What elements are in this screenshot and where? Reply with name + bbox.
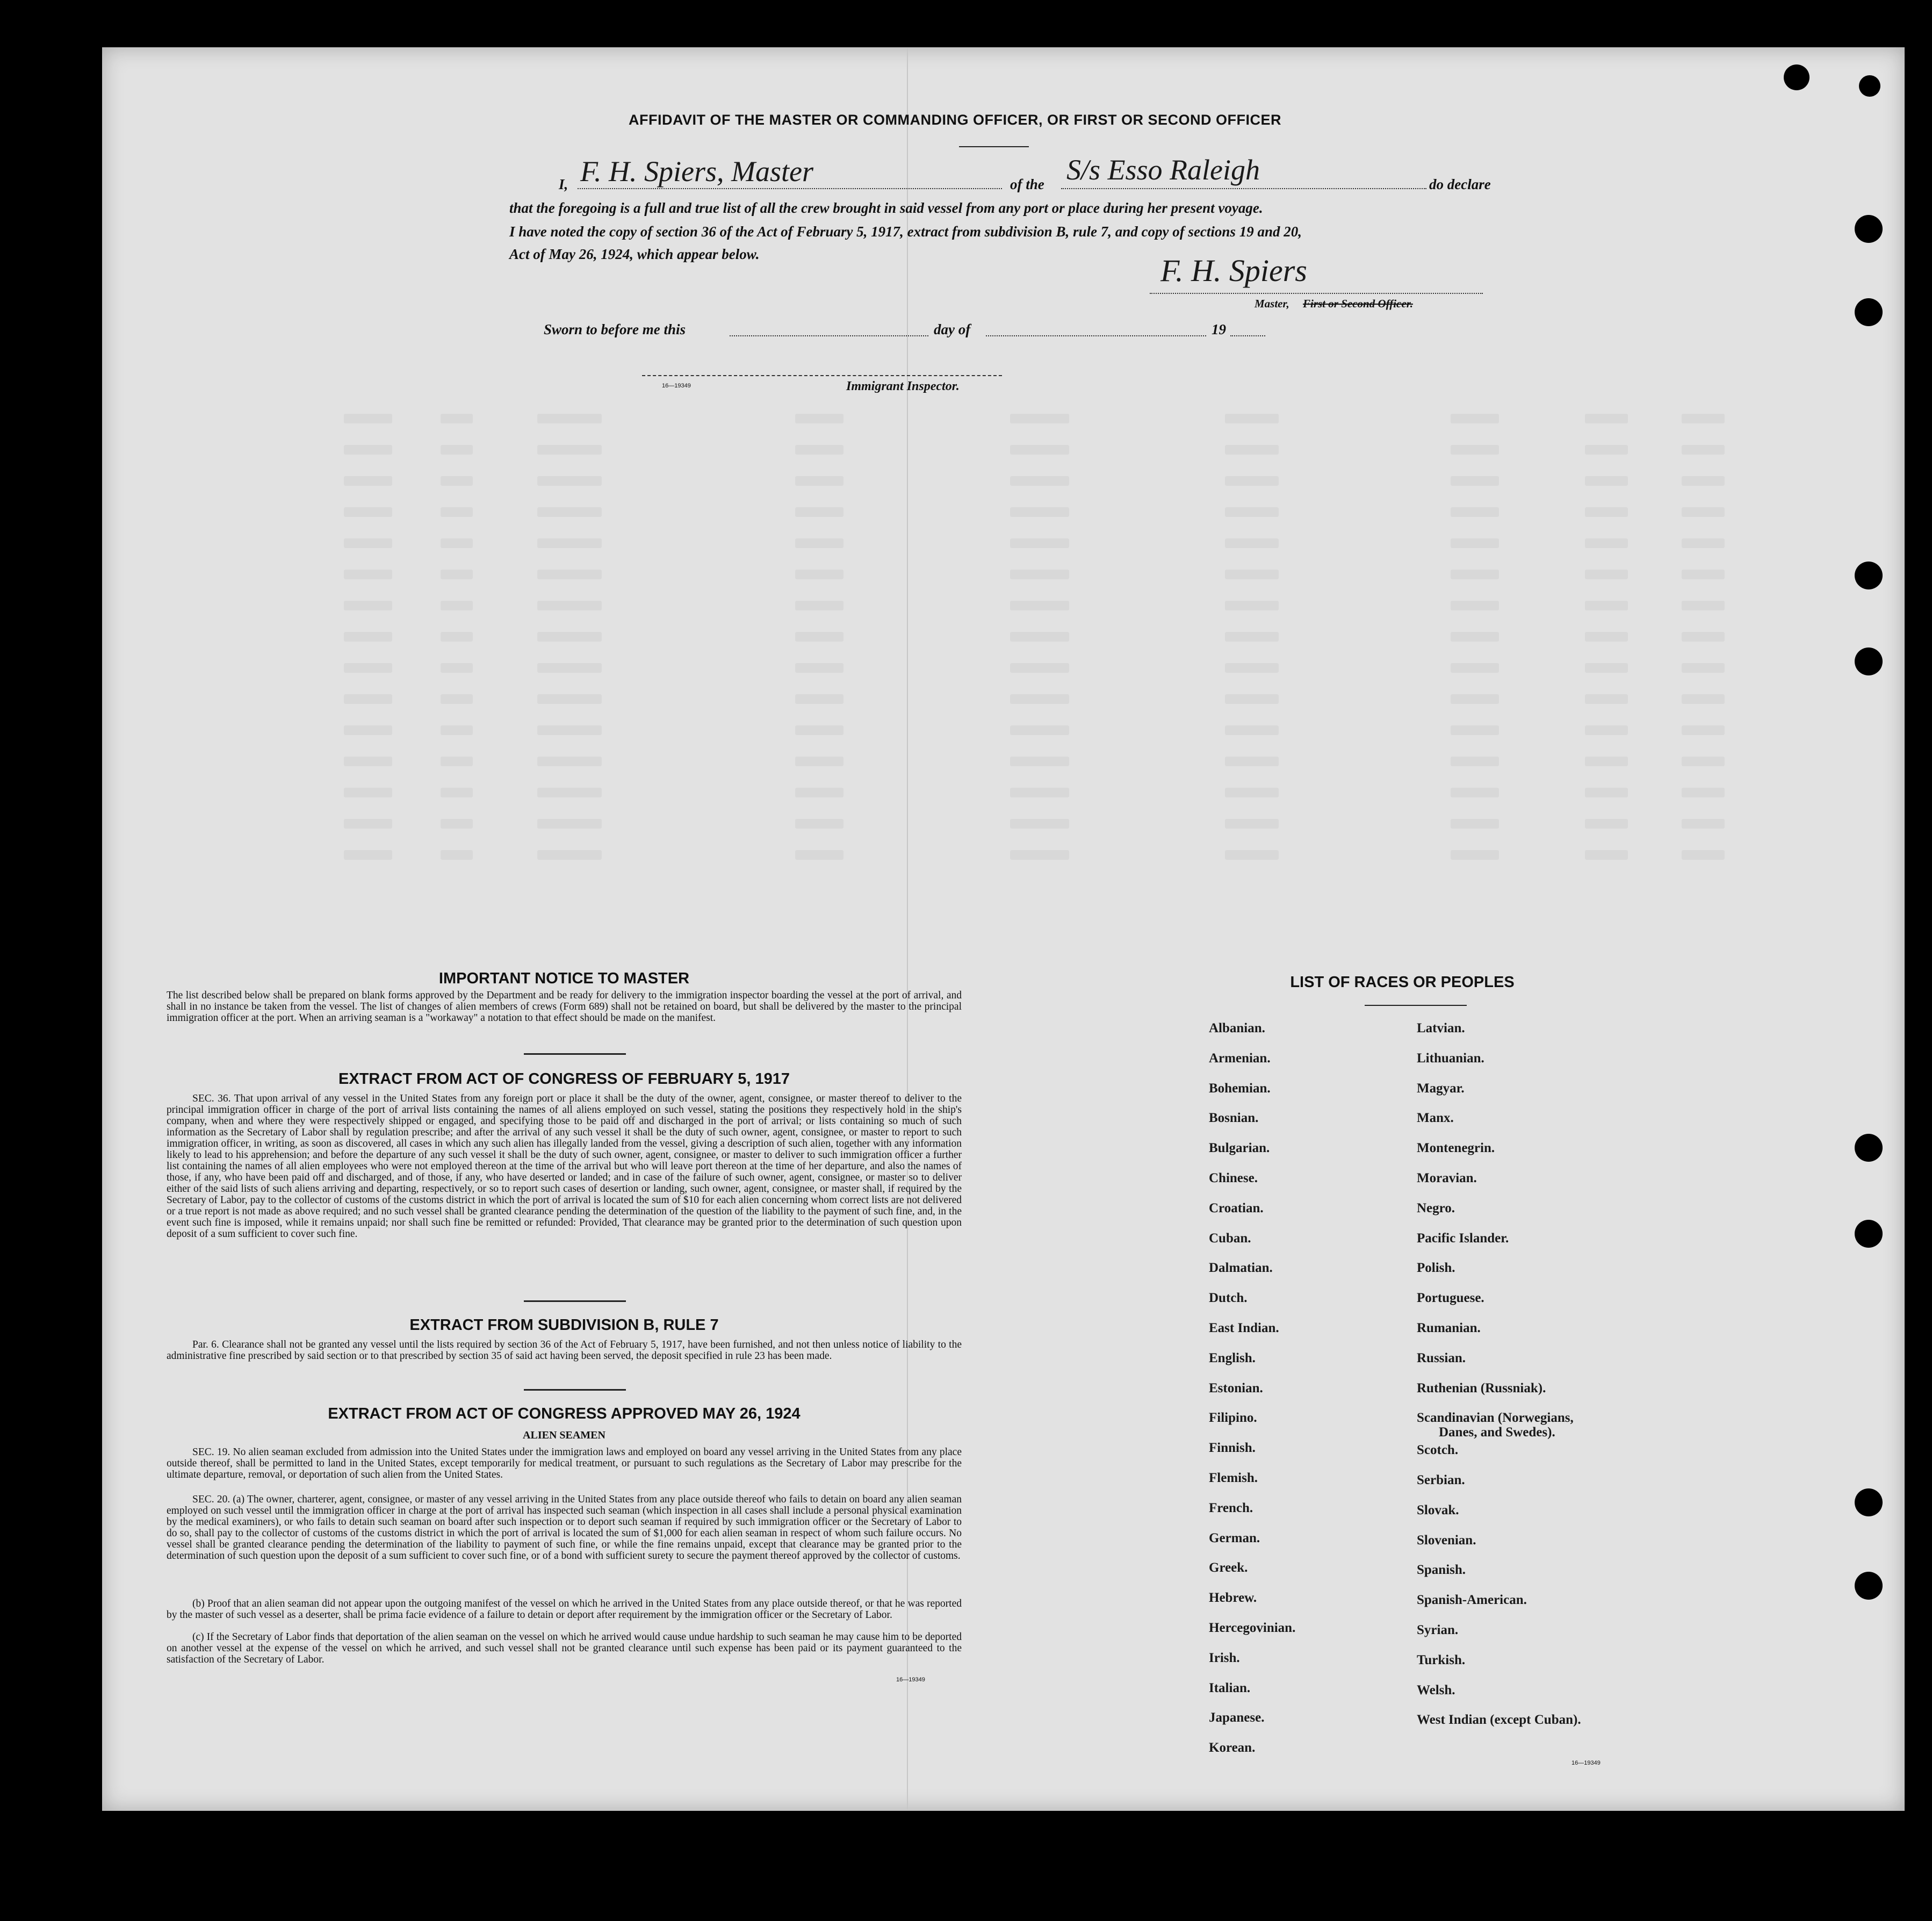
- bleed-through-mark: [441, 538, 473, 548]
- affidavit-title: AFFIDAVIT OF THE MASTER OR COMMANDING OFFICER, OR FIRST OR SECOND OFFICER: [629, 112, 1281, 128]
- race-item: Spanish.: [1417, 1563, 1466, 1578]
- punch-hole: [1855, 1220, 1883, 1248]
- bleed-through-mark: [1451, 757, 1499, 766]
- race-item: Welsh.: [1417, 1682, 1455, 1697]
- bleed-through-mark: [344, 570, 392, 579]
- race-item: Filipino.: [1209, 1411, 1257, 1426]
- race-item: Armenian.: [1209, 1051, 1271, 1066]
- extract-1917-text: SEC. 36. That upon arrival of any vessel in the United States from any foreign port or place it shall be the duty of the owner, agent, consignee, or master thereof to deliver to the principal immigration officer in charge of the port of arrival lists containing the names of all aliens employed on such vessel, stating the positions they respectively hold in the ship's company, when and where they were respectively shipped or engaged, and specifying those to be paid off and discharged in the port of arrival; or lists containing so much of such information as the Secretary of Labor shall by regulation prescribe; and after the arrival of any such vessel it shall be the duty of such owner, agent, consignee, or master to report to such immigration officer, in writing, as soon as discovered, all cases in which any such alien has illegally landed from the vessel, giving a description of such alien, together with any information likely to lead to his apprehension; and before the departure of any such vessel it shall be the duty of such owner, agent, consignee, or master to deliver to such immigration officer a further list containing the names of all alien employees who were not employed thereon at the time of the arrival but who will leave port thereon at the time of her departure, and also the names of those, if any, who have been paid off and discharged, and of those, if any, who have deserted or landed; and in case of the failure of such owner, agent, consignee, or master so to deliver either of the said lists of such aliens arriving and departing, respectively, or so to report such cases of desertion or landing, such owner, agent, consignee, or master shall, if required by the Secretary of Labor, pay to the collector of customs of the customs district in which the port of arrival is located the sum of $10 for each alien concerning whom correct lists are not delivered or a true report is not made as above required; and no such vessel shall be granted clearance pending the determination of the question of the liability to the payment of such fine, and, in the event such fine is imposed, while it remains unpaid; nor shall such fine be remitted or refunded: Provided, That clearance may be granted prior to the determination of such question upon deposit of a sum sufficient to cover such fine.: [167, 1093, 962, 1240]
- bleed-through-mark: [441, 819, 473, 829]
- race-item: Spanish-American.: [1417, 1593, 1527, 1608]
- race-item: Serbian.: [1417, 1473, 1465, 1487]
- bleed-through-mark: [344, 538, 392, 548]
- bleed-through-mark: [441, 507, 473, 517]
- bleed-through-mark: [537, 476, 602, 486]
- bleed-through-mark: [1682, 725, 1725, 735]
- race-item: Irish.: [1209, 1650, 1240, 1665]
- punch-hole: [1855, 1134, 1883, 1162]
- bleed-through-mark: [344, 476, 392, 486]
- bleed-through-mark: [795, 507, 844, 517]
- affidavit-line-3: I have noted the copy of section 36 of the Act of February 5, 1917, extract from subdivision B, rule 7, and copy of sections 19 and 20,: [509, 224, 1302, 240]
- signature-caption-master: Master,: [1255, 297, 1289, 310]
- race-item: Croatian.: [1209, 1200, 1264, 1215]
- bleed-through-mark: [537, 757, 602, 766]
- bleed-through-mark: [1682, 819, 1725, 829]
- bleed-through-mark: [1010, 538, 1069, 548]
- race-item: Scandinavian (Norwegians,: [1417, 1411, 1574, 1426]
- bleed-through-mark: [1225, 445, 1279, 455]
- sworn-label: Sworn to before me this: [544, 321, 686, 337]
- rule7-text: Par. 6. Clearance shall not be granted any vessel until the lists required by section 36 of the Act of February 5, 1917, have been furnished, and not then unless notice of liability to the administrative fine prescribed by said section or to that prescribed by section 35 of said act having been served, the deposit specified in rule 23 has been made.: [167, 1339, 962, 1362]
- affidavit-line-2: that the foregoing is a full and true list of all the crew brought in said vessel from any port or place during her present voyage.: [509, 200, 1263, 216]
- bleed-through-mark: [1585, 632, 1628, 642]
- bleed-through-mark: [1225, 663, 1279, 673]
- race-item: Latvian.: [1417, 1021, 1465, 1035]
- bleed-through-mark: [1451, 445, 1499, 455]
- bleed-through-mark: [1451, 570, 1499, 579]
- bleed-through-mark: [1451, 819, 1499, 829]
- bleed-through-mark: [441, 632, 473, 642]
- bleed-through-mark: [344, 663, 392, 673]
- bleed-through-mark: [1225, 632, 1279, 642]
- bleed-through-mark: [1225, 538, 1279, 548]
- bleed-through-mark: [441, 694, 473, 704]
- race-item: Ruthenian (Russniak).: [1417, 1380, 1546, 1395]
- bleed-through-mark: [1451, 601, 1499, 610]
- race-item: Montenegrin.: [1417, 1141, 1495, 1156]
- punch-hole: [1855, 562, 1883, 589]
- bleed-through-mark: [795, 757, 844, 766]
- bleed-through-mark: [1682, 538, 1725, 548]
- bleed-through-mark: [1225, 414, 1279, 423]
- bleed-through-mark: [1010, 570, 1069, 579]
- bleed-through-mark: [441, 788, 473, 797]
- race-item: Greek.: [1209, 1560, 1248, 1575]
- bleed-through-mark: [537, 632, 602, 642]
- day-of-line: [986, 335, 1206, 336]
- bleed-through-mark: [1585, 819, 1628, 829]
- bleed-through-mark: [1225, 850, 1279, 860]
- bleed-through-mark: [1451, 507, 1499, 517]
- bleed-through-mark: [1585, 788, 1628, 797]
- extract-1924-subtitle: ALIEN SEAMEN: [523, 1429, 605, 1441]
- bleed-through-mark: [1451, 694, 1499, 704]
- bleed-through-mark: [344, 850, 392, 860]
- bleed-through-mark: [795, 601, 844, 610]
- name-line: [578, 188, 1002, 189]
- race-item: Hebrew.: [1209, 1591, 1257, 1606]
- bleed-through-mark: [1225, 570, 1279, 579]
- do-declare-label: do declare: [1429, 176, 1491, 192]
- extract-1924-title: EXTRACT FROM ACT OF CONGRESS APPROVED MAY 26, 1924: [328, 1405, 801, 1422]
- bleed-through-mark: [1010, 725, 1069, 735]
- affidavit-line-4: Act of May 26, 1924, which appear below.: [509, 246, 760, 262]
- bleed-through-mark: [344, 601, 392, 610]
- bleed-through-mark: [1585, 414, 1628, 423]
- bleed-through-mark: [1010, 788, 1069, 797]
- bleed-through-mark: [1585, 725, 1628, 735]
- notice-title: IMPORTANT NOTICE TO MASTER: [438, 970, 690, 987]
- bleed-through-mark: [795, 725, 844, 735]
- sworn-date-line: [730, 335, 928, 336]
- race-item: Syrian.: [1417, 1623, 1459, 1637]
- sec20a-text: SEC. 20. (a) The owner, charterer, agent, consignee, or master of any vessel arriving in the United States from any place outside thereof who fails to detain on board any alien seaman employed on such vessel until the immigration officer in charge at the port of arrival has inspected such seaman (which inspection in all cases shall include a personal physical examination by the medical examiners), or who fails to detain such seaman on board after such inspection or to deport such seaman if required by such immigration officer or the Secretary of Labor to do so, shall pay to the collector of customs of the customs district in which the port of arrival is located the sum of $1,000 for each alien seaman in respect of whom such failure occurs. No vessel shall be granted clearance pending the determination of the liability to payment of such fine, or while the fine remains unpaid, except that clearance may be granted prior to the determination of such question upon the deposit of a sum sufficient to cover such fine, or of a bond with sufficient surety to secure the payment thereof approved by the collector of customs.: [167, 1494, 962, 1562]
- bleed-through-mark: [1010, 819, 1069, 829]
- bleed-through-mark: [537, 445, 602, 455]
- bleed-through-mark: [344, 414, 392, 423]
- bleed-through-mark: [1225, 819, 1279, 829]
- bleed-through-mark: [795, 538, 844, 548]
- bleed-through-mark: [795, 663, 844, 673]
- bleed-through-mark: [1010, 632, 1069, 642]
- bleed-through-mark: [1682, 414, 1725, 423]
- bleed-through-mark: [795, 788, 844, 797]
- affidavit-i-label: I,: [559, 176, 568, 192]
- bleed-through-mark: [537, 788, 602, 797]
- bleed-through-mark: [1225, 507, 1279, 517]
- punch-hole: [1855, 1488, 1883, 1516]
- bleed-through-mark: [1451, 632, 1499, 642]
- bleed-through-mark: [537, 694, 602, 704]
- bleed-through-mark: [1225, 725, 1279, 735]
- divider: [959, 146, 1029, 147]
- sec20c-text: (c) If the Secretary of Labor finds that deportation of the alien seaman on the vessel on which he arrived would cause undue hardship to such seaman he may cause him to be deported on another vessel at the expense of the vessel on which he arrived, and such vessel shall not be granted clearance until such expense has been paid or its payment guaranteed to the satisfaction of the Secretary of Labor.: [167, 1631, 962, 1665]
- bleed-through-mark: [1225, 788, 1279, 797]
- bleed-through-mark: [441, 850, 473, 860]
- race-item: Estonian.: [1209, 1380, 1263, 1395]
- bleed-through-mark: [1585, 601, 1628, 610]
- race-item: East Indian.: [1209, 1321, 1279, 1335]
- race-item: Bulgarian.: [1209, 1141, 1270, 1156]
- bleed-through-mark: [537, 414, 602, 423]
- sec20b-text: (b) Proof that an alien seaman did not appear upon the outgoing manifest of the vessel on which he arrived in the United States from any place outside thereof, or that he was reported by the master of such vessel as a deserter, shall be prima facie evidence of a failure to detain or deport after requirement by the immigration officer or the Secretary of Labor.: [167, 1598, 962, 1621]
- bleed-through-mark: [537, 601, 602, 610]
- signature-line: [1150, 293, 1483, 294]
- punch-hole: [1855, 647, 1883, 675]
- punch-hole: [1859, 75, 1880, 97]
- bleed-through-mark: [795, 819, 844, 829]
- race-item: Polish.: [1417, 1261, 1455, 1276]
- race-item: Bohemian.: [1209, 1081, 1271, 1096]
- bleed-through-mark: [344, 632, 392, 642]
- bleed-through-mark: [1225, 601, 1279, 610]
- race-item: Albanian.: [1209, 1021, 1265, 1035]
- bleed-through-mark: [1451, 788, 1499, 797]
- bleed-through-mark: [1682, 570, 1725, 579]
- race-item: Negro.: [1417, 1200, 1455, 1215]
- bleed-through-mark: [344, 725, 392, 735]
- race-item: English.: [1209, 1350, 1256, 1365]
- punch-hole: [1855, 215, 1883, 243]
- race-item: Flemish.: [1209, 1471, 1258, 1485]
- bleed-through-mark: [1225, 694, 1279, 704]
- bleed-through-mark: [1585, 850, 1628, 860]
- bleed-through-mark: [537, 663, 602, 673]
- race-item: Finnish.: [1209, 1441, 1256, 1456]
- bleed-through-mark: [1451, 850, 1499, 860]
- bleed-through-mark: [1585, 694, 1628, 704]
- races-form-number: 16—19349: [1571, 1760, 1601, 1766]
- affidavit-form-number: 16—19349: [662, 383, 691, 389]
- bleed-through-mark: [1682, 632, 1725, 642]
- signature-caption-struck: First or Second Officer.: [1303, 297, 1413, 310]
- bleed-through-mark: [441, 757, 473, 766]
- bleed-through-mark: [344, 507, 392, 517]
- bleed-through-mark: [1451, 538, 1499, 548]
- race-item: Slovenian.: [1417, 1533, 1476, 1548]
- races-title: LIST OF RACES OR PEOPLES: [1290, 974, 1515, 991]
- bleed-through-mark: [1682, 507, 1725, 517]
- bleed-through-mark: [1682, 601, 1725, 610]
- divider: [524, 1389, 626, 1391]
- day-of-label: day of: [934, 321, 971, 337]
- divider: [524, 1053, 626, 1055]
- bleed-through-mark: [795, 414, 844, 423]
- race-item: Danes, and Swedes).: [1439, 1425, 1555, 1440]
- bleed-through-mark: [1585, 757, 1628, 766]
- bleed-through-mark: [1225, 757, 1279, 766]
- race-item: Bosnian.: [1209, 1111, 1259, 1126]
- bleed-through-mark: [441, 414, 473, 423]
- race-item: Portuguese.: [1417, 1291, 1484, 1306]
- bleed-through-mark: [795, 570, 844, 579]
- bleed-through-mark: [537, 507, 602, 517]
- bleed-through-mark: [344, 819, 392, 829]
- bleed-through-mark: [1682, 850, 1725, 860]
- inspector-line: [642, 375, 1002, 376]
- divider: [524, 1300, 626, 1302]
- bleed-through-mark: [1010, 850, 1069, 860]
- bleed-through-mark: [1010, 414, 1069, 423]
- race-item: Magyar.: [1417, 1081, 1465, 1096]
- punch-hole: [1855, 1572, 1883, 1600]
- of-the-label: of the: [1010, 176, 1044, 192]
- bleed-through-mark: [537, 570, 602, 579]
- bleed-through-mark: [1585, 445, 1628, 455]
- bleed-through-mark: [1682, 663, 1725, 673]
- race-item: Dutch.: [1209, 1291, 1248, 1306]
- bleed-through-mark: [1585, 663, 1628, 673]
- race-item: Slovak.: [1417, 1502, 1459, 1517]
- race-item: German.: [1209, 1530, 1260, 1545]
- race-item: Japanese.: [1209, 1710, 1265, 1725]
- bleed-through-mark: [1585, 507, 1628, 517]
- race-item: Scotch.: [1417, 1443, 1459, 1458]
- bleed-through-mark: [441, 601, 473, 610]
- bleed-through-mark: [1585, 476, 1628, 486]
- bleed-through-mark: [1682, 445, 1725, 455]
- bleed-through-mark: [441, 725, 473, 735]
- bleed-through-mark: [441, 445, 473, 455]
- bleed-through-mark: [344, 788, 392, 797]
- bleed-through-mark: [537, 850, 602, 860]
- bleed-through-mark: [1451, 476, 1499, 486]
- race-item: French.: [1209, 1500, 1253, 1515]
- bleed-through-mark: [795, 850, 844, 860]
- race-item: Turkish.: [1417, 1652, 1466, 1667]
- bleed-through-mark: [1682, 476, 1725, 486]
- bleed-through-mark: [1010, 757, 1069, 766]
- race-item: Chinese.: [1209, 1171, 1258, 1185]
- bleed-through-mark: [795, 632, 844, 642]
- race-item: Lithuanian.: [1417, 1051, 1484, 1066]
- bleed-through-mark: [1010, 445, 1069, 455]
- master-name-handwritten: F. H. Spiers, Master: [580, 155, 814, 188]
- bleed-through-mark: [441, 570, 473, 579]
- bleed-through-mark: [1451, 414, 1499, 423]
- race-item: Russian.: [1417, 1350, 1466, 1365]
- punch-hole: [1784, 64, 1810, 90]
- extract-1917-title: EXTRACT FROM ACT OF CONGRESS OF FEBRUARY 5, 1917: [338, 1070, 790, 1088]
- race-item: Rumanian.: [1417, 1321, 1481, 1335]
- bleed-through-mark: [344, 757, 392, 766]
- race-item: West Indian (except Cuban).: [1417, 1713, 1581, 1728]
- bleed-through-mark: [537, 725, 602, 735]
- punch-hole: [1855, 298, 1883, 326]
- bleed-through-mark: [1682, 788, 1725, 797]
- bleed-through-mark: [795, 476, 844, 486]
- bleed-through-mark: [344, 445, 392, 455]
- bleed-through-mark: [537, 538, 602, 548]
- race-item: Manx.: [1417, 1111, 1454, 1126]
- bleed-through-mark: [1010, 663, 1069, 673]
- sec19-text: SEC. 19. No alien seaman excluded from admission into the United States under the immigration laws and employed on board any vessel arriving in the United States from any place outside thereof, shall be permitted to land in the United States, except temporarily for medical treatment, or pursuant to such regulations as the Secretary of Labor may prescribe for the ultimate departure, removal, or deportation of such alien from the United States.: [167, 1447, 962, 1480]
- bleed-through-mark: [795, 445, 844, 455]
- bleed-through-mark: [1682, 757, 1725, 766]
- bleed-through-mark: [1010, 476, 1069, 486]
- bleed-through-mark: [1010, 694, 1069, 704]
- divider: [1365, 1005, 1467, 1006]
- bleed-through-mark: [441, 663, 473, 673]
- bleed-through-mark: [1682, 694, 1725, 704]
- rule7-title: EXTRACT FROM SUBDIVISION B, RULE 7: [409, 1316, 719, 1334]
- race-item: Korean.: [1209, 1740, 1256, 1755]
- vessel-name-handwritten: S/s Esso Raleigh: [1066, 154, 1260, 186]
- bleed-through-mark: [1225, 476, 1279, 486]
- extract-form-number: 16—19349: [896, 1677, 925, 1683]
- bleed-through-mark: [1585, 570, 1628, 579]
- inspector-label: Immigrant Inspector.: [846, 379, 960, 393]
- bleed-through-mark: [344, 694, 392, 704]
- bleed-through-mark: [1010, 507, 1069, 517]
- year-label: 19: [1212, 321, 1226, 337]
- race-item: Dalmatian.: [1209, 1261, 1273, 1276]
- year-line: [1230, 335, 1265, 336]
- race-item: Italian.: [1209, 1680, 1251, 1695]
- vessel-line: [1061, 188, 1426, 189]
- race-item: Pacific Islander.: [1417, 1231, 1509, 1246]
- notice-text: The list described below shall be prepared on blank forms approved by the Department and be ready for delivery to the immigration inspector boarding the vessel at the port of arrival, and shall in no instance be taken from the vessel. The list of changes of alien members of crews (Form 689) shall not be retained on board, but shall be delivered by the master to the principal immigration officer at the port. When an arriving seaman is a "workaway" a notation to that effect should be made on the manifest.: [167, 990, 962, 1024]
- bleed-through-mark: [1451, 725, 1499, 735]
- master-signature: F. H. Spiers: [1160, 253, 1307, 288]
- bleed-through-mark: [441, 476, 473, 486]
- bleed-through-mark: [537, 819, 602, 829]
- race-item: Moravian.: [1417, 1171, 1477, 1185]
- bleed-through-mark: [1010, 601, 1069, 610]
- race-item: Cuban.: [1209, 1231, 1251, 1246]
- race-item: Hercegovinian.: [1209, 1621, 1296, 1635]
- bleed-through-mark: [1451, 663, 1499, 673]
- bleed-through-mark: [795, 694, 844, 704]
- bleed-through-mark: [1585, 538, 1628, 548]
